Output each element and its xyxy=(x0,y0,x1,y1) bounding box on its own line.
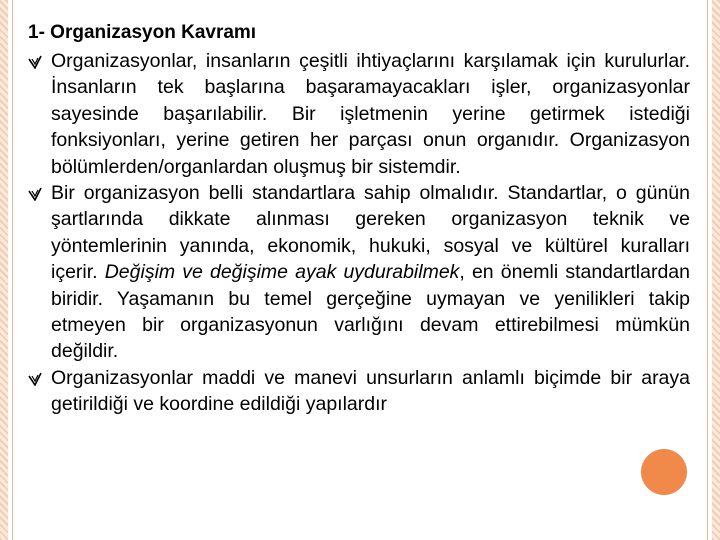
bullet-item-3 xyxy=(28,365,690,418)
check-arrow-icon xyxy=(28,55,42,69)
check-arrow-icon xyxy=(28,187,42,201)
bullet-item-2 xyxy=(28,180,690,365)
bullet-text: Organizasyonlar maddi ve manevi unsurların anlamlı biçimde bir araya getirildiği ve koordine edildiği yapılardır xyxy=(51,366,690,416)
slide-content xyxy=(28,20,690,418)
left-border-line xyxy=(12,0,13,540)
right-decorative-border xyxy=(712,0,720,540)
bullet-text: Bir organizasyon belli standartlara sahip olmalıdır. Standartlar, o günün şartlarında dikkate alınması gereken organizasyon teknik ve yöntemlerinin yanında, ekonomik, hukuki, sosyal ve kültürel kuralları içerir. xyxy=(51,182,690,284)
bullet-emphasis: Değişim ve değişime ayak uydurabilmek xyxy=(104,261,460,284)
check-arrow-icon xyxy=(28,372,42,386)
left-decorative-border xyxy=(0,0,8,540)
slide-title: 1- Organizasyon Kavramı xyxy=(28,22,257,43)
bullet-text: Organizasyonlar, insanların çeşitli ihtiyaçlarını karşılamak için kurulurlar. İnsanların tek başlarına başaramayacakları işler, organizasyonlar sayesinde başarılabilir. Bir işletmenin yerine getirmek istediği fonksiyonları, yerine getiren her parçası onun organıdır. Organizasyon bölümlerden/organlardan oluşmuş bir sistemdir. xyxy=(51,50,690,178)
bullet-item-1 xyxy=(28,48,690,180)
decorative-circle xyxy=(641,449,687,495)
bullet-text-continued: , en önemli standartlardan biridir. Yaşamanın bu temel gerçeğine uymayan ve yenilikleri takip etmeyen bir organizasyonun varlığını devam ettirebilmesi mümkün değildir. xyxy=(51,261,690,363)
right-border-line xyxy=(707,0,708,540)
